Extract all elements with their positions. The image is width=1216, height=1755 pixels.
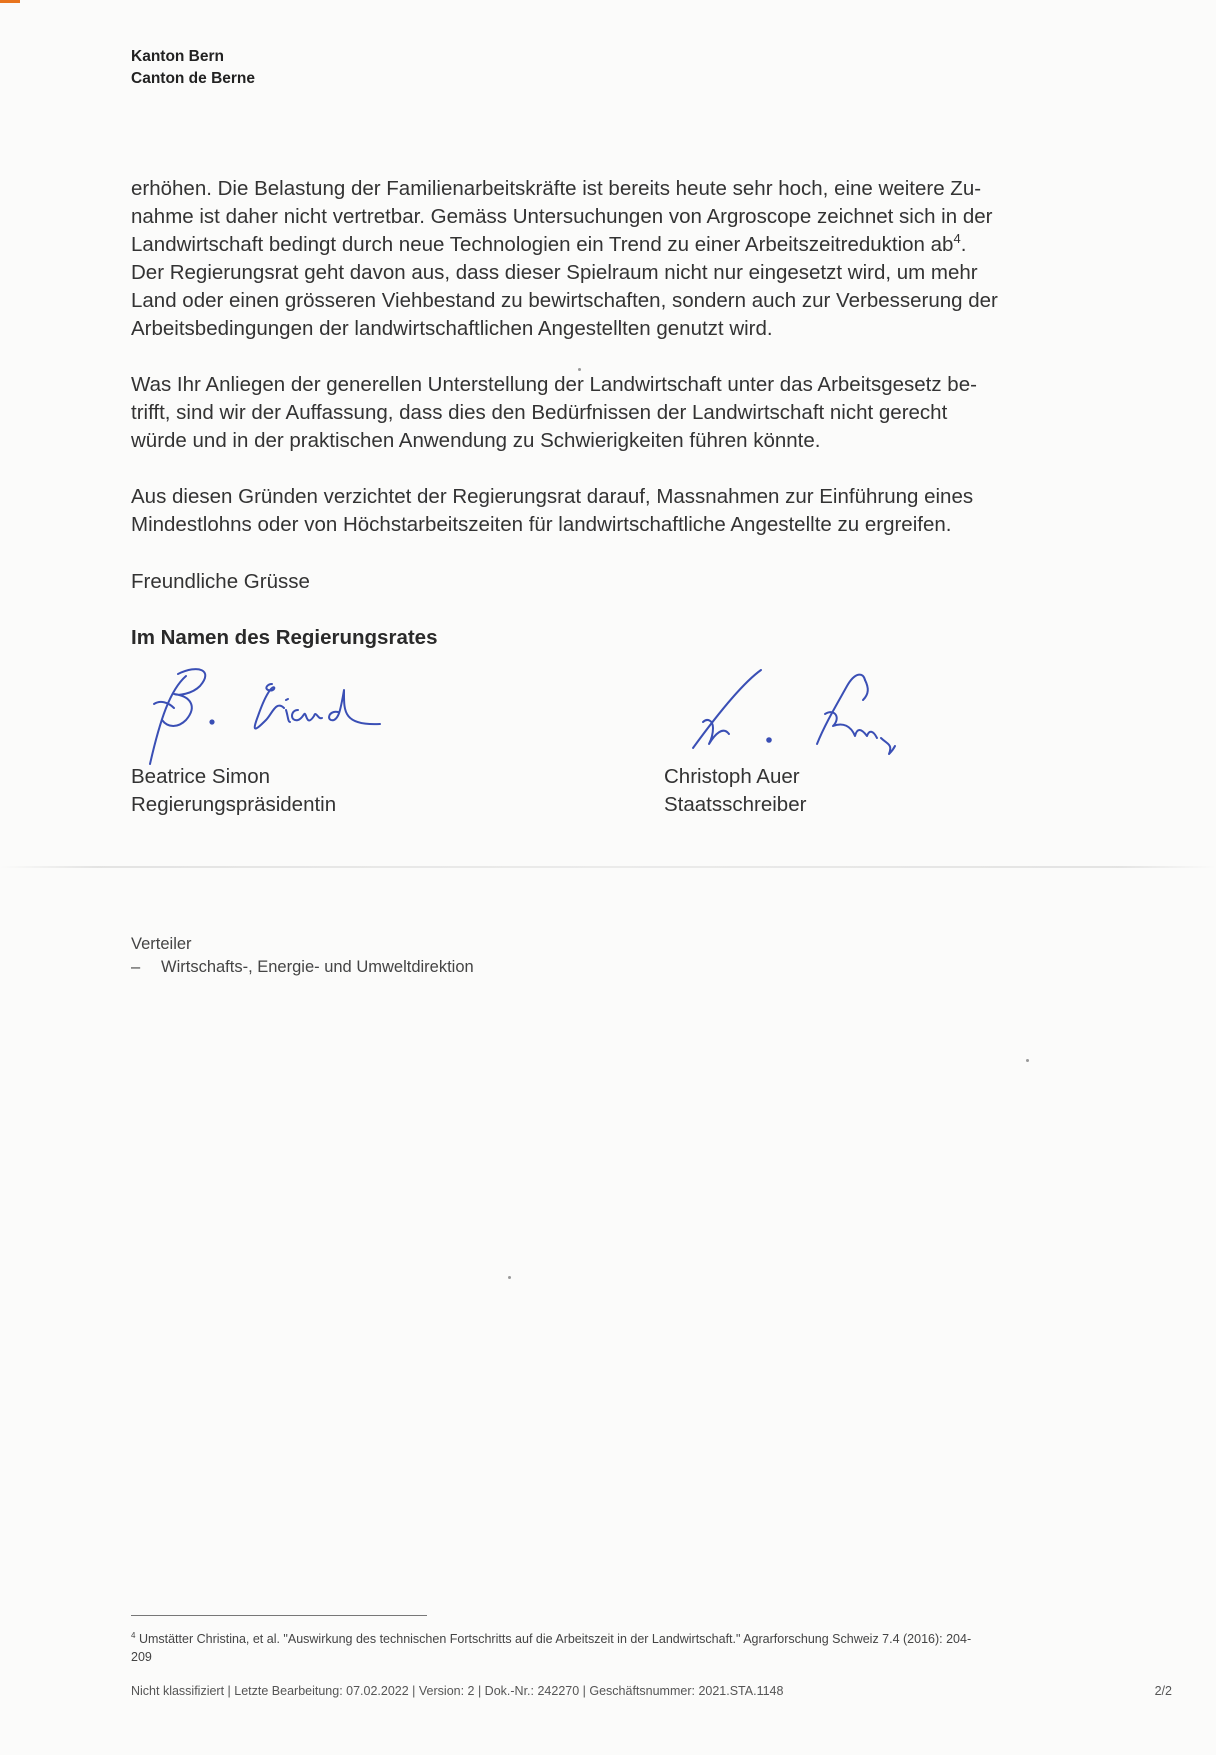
scan-speck — [508, 1276, 511, 1279]
signatory-name: Christoph Auer — [664, 765, 800, 788]
signatory-title: Regierungspräsidentin — [131, 793, 337, 816]
text-line: Aus diesen Gründen verzichtet der Regierungsrat darauf, Massnahmen zur Einführung eines — [131, 485, 974, 508]
top-accent-bar — [0, 0, 20, 3]
paragraph-conclusion — [131, 483, 1086, 539]
signature-beatrice-simon — [140, 660, 390, 770]
letterhead-line-de: Kanton Bern — [131, 48, 224, 65]
text-line: trifft, sind wir der Auffassung, dass dies den Bedürfnissen der Landwirtschaft nicht gerecht — [131, 401, 948, 424]
paragraph-workload — [131, 175, 1086, 343]
text-line: Land oder einen grösseren Viehbestand zu bewirtschaften, sondern auch zur Verbesserung der — [131, 289, 998, 312]
text-line: nahme ist daher nicht vertretbar. Gemäss Untersuchungen von Argroscope zeichnet sich in der — [131, 205, 993, 228]
paper-fold-line — [0, 866, 1216, 868]
distribution-item: – Wirtschafts-, Energie- und Umweltdirektion — [131, 956, 474, 979]
footnote-line: $^4$ Umstätter Christina, et al. "Auswirkung des technischen Fortschritts auf die Arbeitszeit in der Landwirtschaft." Agrarforschung Schweiz 7.4 (2016): 204- — [131, 1631, 972, 1646]
letterhead — [131, 46, 255, 90]
closing-greeting: Freundliche Grüsse — [131, 570, 310, 593]
scan-speck — [578, 368, 581, 371]
signatory-name: Beatrice Simon — [131, 765, 271, 788]
text-line: Arbeitsbedingungen der landwirtschaftlichen Angestellten genutzt wird. — [131, 317, 773, 340]
signoff-heading: Im Namen des Regierungsrates — [131, 626, 438, 649]
distribution-label: Verteiler — [131, 935, 192, 953]
text-line: erhöhen. Die Belastung der Familienarbeitskräfte ist bereits heute sehr hoch, eine weitere Zu- — [131, 177, 982, 200]
footnote-line: 209 — [131, 1650, 152, 1664]
signatory-title: Staatsschreiber — [664, 793, 807, 816]
paragraph-labour-law — [131, 371, 1086, 455]
text-line: würde und in der praktischen Anwendung zu Schwierigkeiten führen könnte. — [131, 429, 821, 452]
signatory-auer — [664, 763, 806, 819]
footnote-separator — [131, 1615, 427, 1616]
text-line: Der Regierungsrat geht davon aus, dass dieser Spielraum nicht nur eingesetzt wird, um mehr — [131, 261, 978, 284]
text-line-with-footnote: Landwirtschaft bedingt durch neue Technologien ein Trend zu einer Arbeitszeitreduktion ab$^4$. — [131, 231, 967, 256]
footnote-reference: 4 — [953, 231, 961, 246]
footnote-number: 4 — [131, 1631, 136, 1640]
page-number: 2/2 — [1154, 1684, 1172, 1698]
distribution-list — [131, 933, 474, 979]
list-dash: – — [131, 958, 141, 976]
letterhead-line-fr: Canton de Berne — [131, 70, 256, 87]
footnote — [131, 1627, 1081, 1666]
text-line: Was Ihr Anliegen der generellen Unterstellung der Landwirtschaft unter das Arbeitsgesetz be- — [131, 373, 977, 396]
document-footer: Nicht klassifiziert | Letzte Bearbeitung: 07.02.2022 | Version: 2 | Dok.-Nr.: 242270 | Geschäftsnummer: 2021.STA.1148 — [131, 1684, 784, 1698]
signatory-simon — [131, 763, 336, 819]
text-line: Mindestlohns oder von Höchstarbeitszeiten für landwirtschaftliche Angestellte zu ergreifen. — [131, 513, 952, 536]
scan-speck — [1026, 1059, 1029, 1062]
